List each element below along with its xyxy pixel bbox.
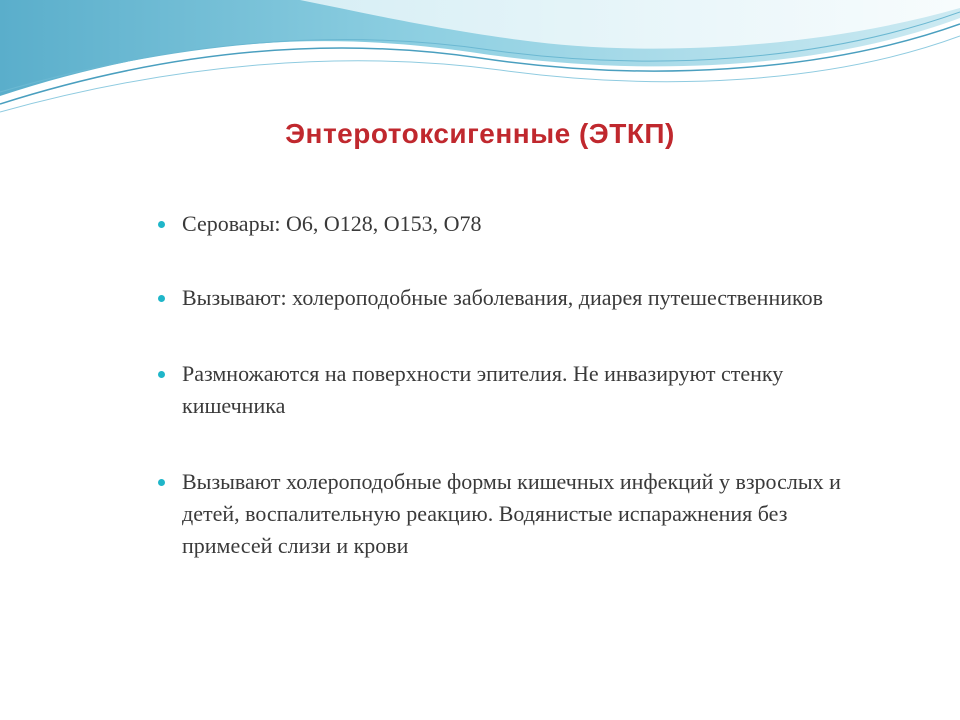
bullet-item — [160, 208, 860, 240]
bullet-text: Серовары: О6, О128, О153, О78 — [182, 211, 482, 236]
wave-header-decoration — [0, 0, 960, 120]
slide-title: Энтеротоксигенные (ЭТКП) — [285, 118, 675, 149]
bullet-dot-icon — [158, 371, 165, 378]
bullet-item — [160, 466, 860, 562]
bullet-item — [160, 282, 860, 314]
bullet-dot-icon — [158, 221, 165, 228]
bullet-dot-icon — [158, 295, 165, 302]
bullet-text: Вызывают холероподобные формы кишечных инфекций у взрослых и детей, воспалительную реакцию. Водянистые испаражнения без примесей слизи и крови — [182, 469, 841, 558]
bullet-item — [160, 358, 860, 422]
bullet-list — [160, 208, 860, 562]
bullet-text: Размножаются на поверхности эпителия. Не инвазируют стенку кишечника — [182, 361, 784, 418]
bullet-text: Вызывают: холероподобные заболевания, диарея путешественников — [182, 285, 823, 310]
bullet-dot-icon — [158, 479, 165, 486]
